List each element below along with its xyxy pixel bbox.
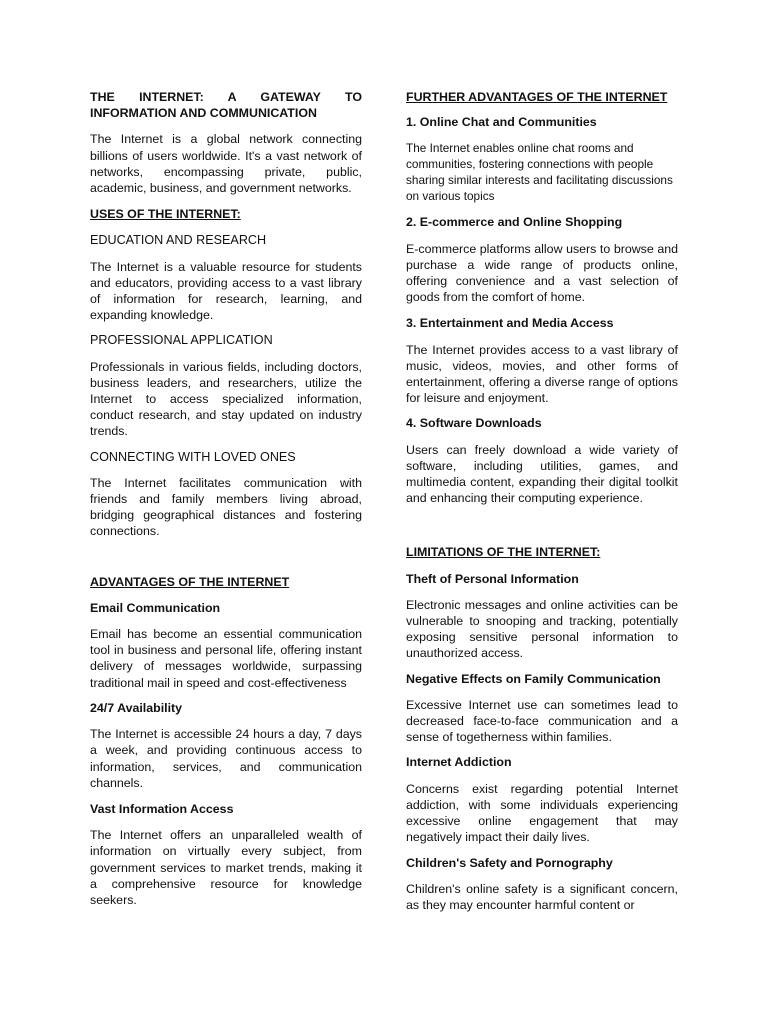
further-ecommerce-text: E-commerce platforms allow users to browse and purchase a wide range of products online, offering convenience and a vast selection of goods from the comfort of home. — [406, 241, 678, 305]
adv-email-heading: Email Communication — [90, 600, 221, 615]
lim-family-heading: Negative Effects on Family Communication — [406, 671, 661, 686]
left-column — [90, 89, 362, 908]
lim-theft-text: Electronic messages and online activities can be vulnerable to snooping and tracking, potentially exposing sensitive personal information to unauthorized access. — [406, 597, 678, 661]
lim-theft-heading: Theft of Personal Information — [406, 571, 579, 586]
lim-children-text: Children's online safety is a significant concern, as they may encounter harmful content or — [406, 881, 678, 912]
intro-paragraph: The Internet is a global network connecting billions of users worldwide. It's a vast network of networks, encompassing private, public, academic, business, and government networks. — [90, 132, 362, 196]
lim-addiction-text: Concerns exist regarding potential Internet addiction, with some individuals experiencing excessive online engagement that may negatively impact their daily lives. — [406, 781, 678, 845]
adv-information-text: The Internet offers an unparalleled wealth of information on virtually every subject, from government services to market trends, making it a comprehensive resource for knowledge seekers. — [90, 828, 362, 907]
use-professional-text: Professionals in various fields, including doctors, business leaders, and researchers, utilize the Internet to access specialized information, conduct research, and stay updated on industry trends. — [90, 359, 362, 439]
adv-information-heading: Vast Information Access — [90, 801, 234, 816]
further-entertainment-heading: 3. Entertainment and Media Access — [406, 316, 614, 331]
further-chat-text: The Internet enables online chat rooms and communities, fostering connections with people sharing similar interests and facilitating discussions on various topics — [406, 141, 673, 204]
use-loved-ones-heading: CONNECTING WITH LOVED ONES — [90, 449, 296, 464]
use-education-heading: EDUCATION AND RESEARCH — [90, 233, 267, 248]
limitations-heading: LIMITATIONS OF THE INTERNET: — [406, 545, 601, 560]
further-advantages-heading: FURTHER ADVANTAGES OF THE INTERNET — [406, 90, 668, 104]
lim-addiction-heading: Internet Addiction — [406, 755, 512, 770]
lim-children-heading: Children's Safety and Pornography — [406, 855, 613, 870]
further-entertainment-text: The Internet provides access to a vast library of music, videos, movies, and other forms of entertainment, offering a diverse range of options for leisure and enjoyment. — [406, 342, 678, 406]
further-software-text: Users can freely download a wide variety of software, including utilities, games, and multimedia content, expanding their digital toolkit and enhancing their computing experience. — [406, 442, 678, 506]
uses-heading: USES OF THE INTERNET: — [90, 207, 241, 222]
adv-availability-heading: 24/7 Availability — [90, 700, 183, 715]
further-software-heading: 4. Software Downloads — [406, 416, 542, 431]
use-education-text: The Internet is a valuable resource for students and educators, providing access to a vast library of information for research, learning, and expanding knowledge. — [90, 259, 362, 323]
adv-email-text: Email has become an essential communication tool in business and personal life, offering instant delivery of messages worldwide, surpassing traditional mail in speed and cost-effectiveness — [90, 627, 362, 690]
further-chat-heading: 1. Online Chat and Communities — [406, 115, 597, 130]
use-professional-heading: PROFESSIONAL APPLICATION — [90, 333, 273, 348]
lim-family-text: Excessive Internet use can sometimes lead to decreased face-to-face communication and a sense of togetherness within families. — [406, 697, 678, 745]
further-ecommerce-heading: 2. E-commerce and Online Shopping — [406, 215, 623, 230]
use-loved-ones-text: The Internet facilitates communication with friends and family members living abroad, bridging geographical distances and fostering connections. — [90, 475, 362, 539]
adv-availability-text: The Internet is accessible 24 hours a day, 7 days a week, and providing continuous access to information, services, and communication channels. — [90, 727, 362, 790]
advantages-heading: ADVANTAGES OF THE INTERNET — [90, 574, 290, 589]
right-column — [406, 89, 678, 913]
document-title: THE INTERNET: A GATEWAY TO INFORMATION AND COMMUNICATION — [90, 90, 362, 121]
